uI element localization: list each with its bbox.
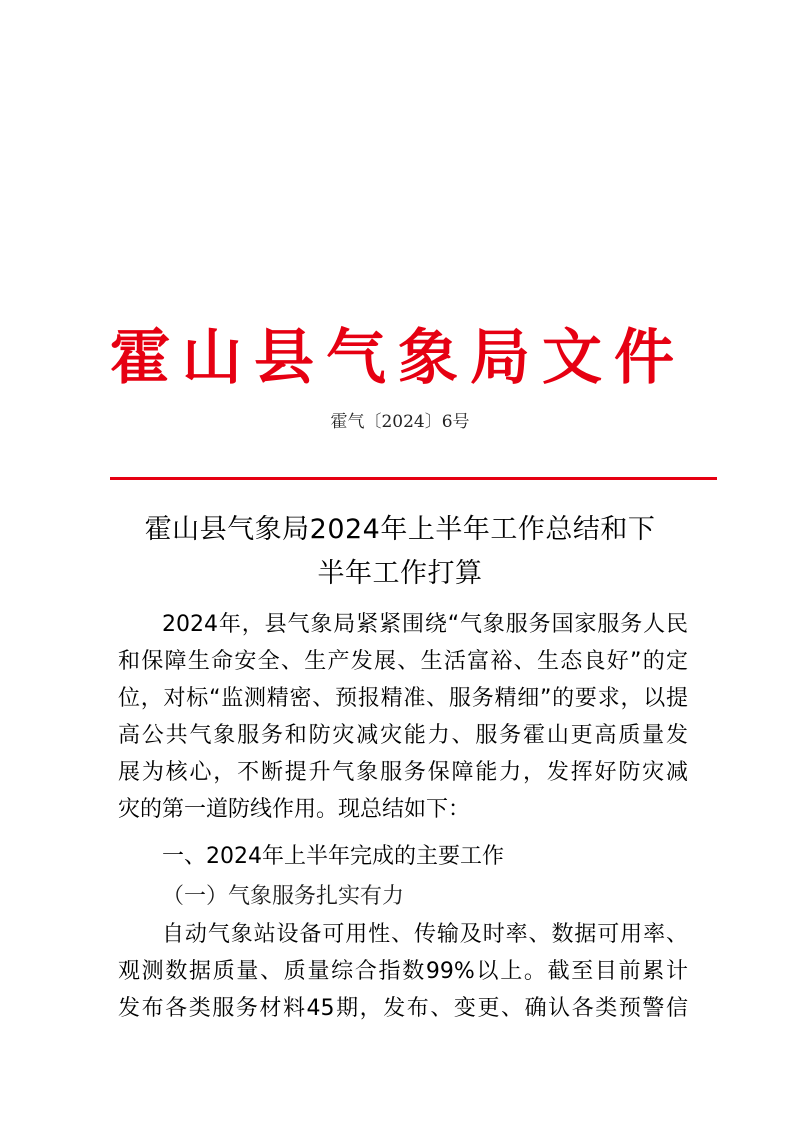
paragraph-line: 自动气象站设备可用性、传输及时率、数据可用率、 [162,922,688,947]
paragraph-line: 高公共气象服务和防灾减灾能力、服务霍山更高质量发 [118,723,688,748]
paragraph-line: 位，对标“监测精密、预报精准、服务精细”的要求，以提 [118,686,688,711]
paragraph-line: 观测数据质量、质量综合指数99%以上。截至目前累计 [118,959,688,984]
subsection-heading-text: （一）气象服务扎实有力 [162,884,405,909]
intro-paragraph [118,606,688,828]
paragraph-line: 展为核心，不断提升气象服务保障能力，发挥好防灾减 [118,760,688,785]
section-heading [118,838,688,875]
paragraph-line: 2024年，县气象局紧紧围绕“气象服务国家服务人民 [162,612,688,637]
paragraph-line: 和保障生命安全、生产发展、生活富裕、生态良好”的定 [118,649,688,674]
section-heading-text: 一、2024年上半年完成的主要工作 [162,844,504,869]
red-separator-line [110,477,717,480]
document-number: 霍气〔2024〕6号 [330,412,470,432]
document-title [110,508,690,596]
paragraph-line: 发布各类服务材料45期，发布、变更、确认各类预警信 [118,996,688,1021]
title-line-2: 半年工作打算 [317,558,483,589]
subsection-paragraph [118,916,688,1027]
paragraph-line: 灾的第一道防线作用。现总结如下： [118,797,471,822]
subsection-heading [118,878,688,915]
agency-red-header: 霍山县气象局文件 [110,323,686,393]
title-line-1: 霍山县气象局2024年上半年工作总结和下 [144,514,656,545]
